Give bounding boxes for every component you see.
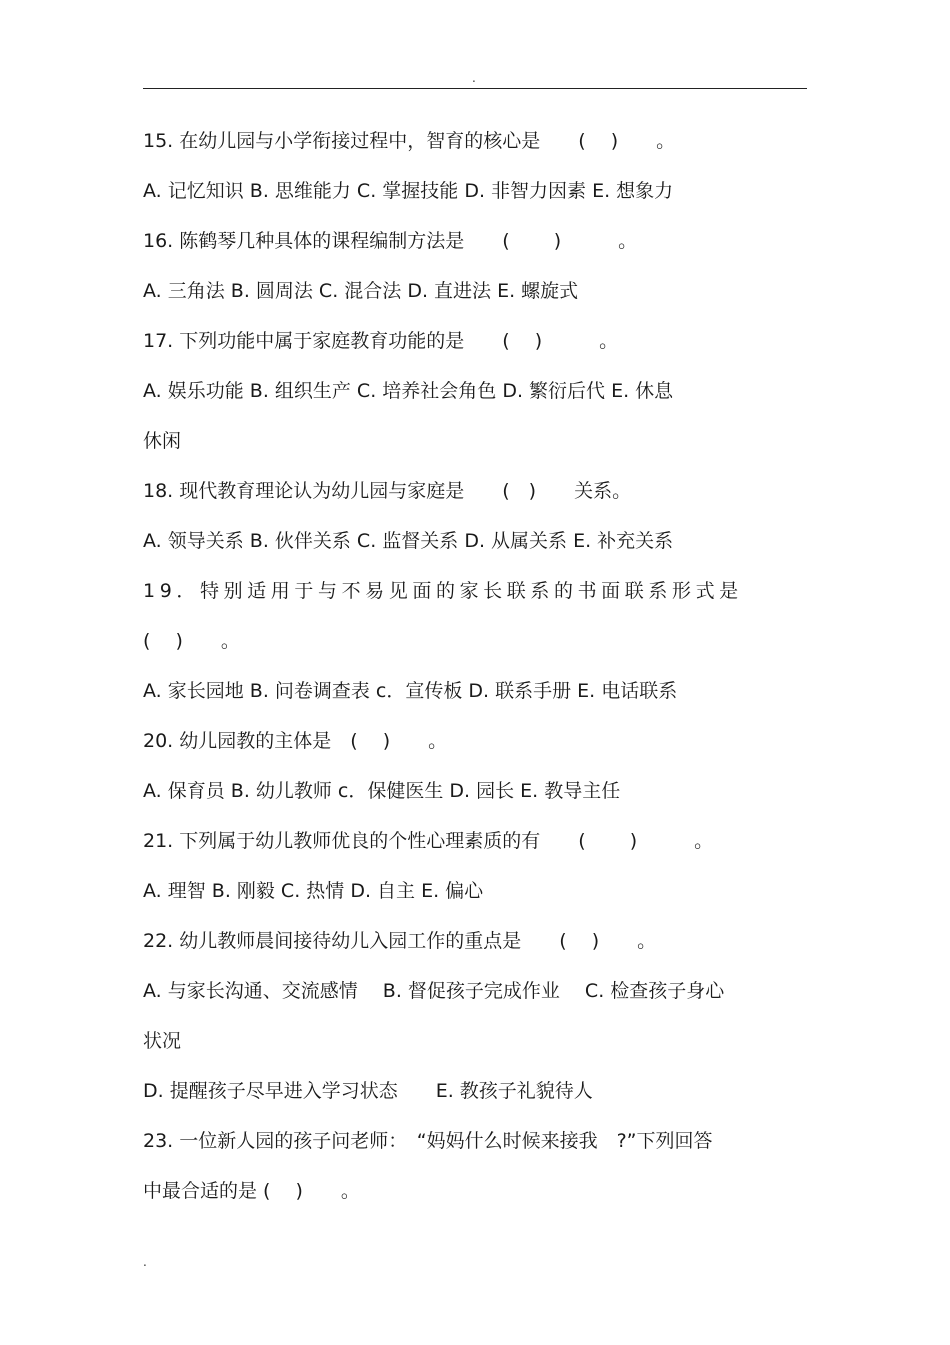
question-19: 19．特别适用于与不易见面的家长联系的书面联系形式是 [143, 580, 743, 602]
question-15: 15. 在幼儿园与小学衔接过程中，智育的核心是 ( ) 。 [143, 130, 676, 152]
question-20-options: A. 保育员 B. 幼儿教师 c．保健医生 D. 园长 E. 教导主任 [143, 780, 621, 802]
question-16: 16. 陈鹤琴几种具体的课程编制方法是 ( ) 。 [143, 230, 638, 252]
question-17-options: A. 娱乐功能 B. 组织生产 C. 培养社会角色 D. 繁衍后代 E. 休息 [143, 380, 674, 402]
question-22-options-2: D. 提醒孩子尽早进入学习状态 E. 教孩子礼貌待人 [143, 1080, 593, 1102]
question-22-options: A. 与家长沟通、交流感情 B. 督促孩子完成作业 C. 检查孩子身心 [143, 980, 725, 1002]
question-list [143, 116, 807, 1216]
question-20: 20. 幼儿园教的主体是 ( ) 。 [143, 730, 448, 752]
question-18-options: A. 领导关系 B. 伙伴关系 C. 监督关系 D. 从属关系 E. 补充关系 [143, 530, 674, 552]
question-22-options-cont: 状况 [143, 1030, 182, 1052]
question-19-cont: ( ) 。 [143, 630, 240, 652]
footer-mark: . [143, 1255, 147, 1269]
question-17-options-cont: 休闲 [143, 430, 182, 452]
question-18: 18. 现代教育理论认为幼儿园与家庭是 ( ) 关系。 [143, 480, 632, 502]
question-16-options: A. 三角法 B. 圆周法 C. 混合法 D. 直进法 E. 螺旋式 [143, 280, 579, 302]
header-mark: . [472, 71, 476, 85]
question-21-options: A. 理智 B. 刚毅 C. 热情 D. 自主 E. 偏心 [143, 880, 484, 902]
header-rule [143, 88, 807, 89]
question-23: 23. 一位新人园的孩子问老师： “妈妈什么时候来接我 ?”下列回答 [143, 1130, 713, 1152]
question-17: 17. 下列功能中属于家庭教育功能的是 ( ) 。 [143, 330, 619, 352]
question-22: 22. 幼儿教师晨间接待幼儿入园工作的重点是 ( ) 。 [143, 930, 657, 952]
question-23-cont: 中最合适的是 ( ) 。 [143, 1180, 360, 1202]
question-21: 21. 下列属于幼儿教师优良的个性心理素质的有 ( ) 。 [143, 830, 714, 852]
question-15-options: A. 记忆知识 B. 思维能力 C. 掌握技能 D. 非智力因素 E. 想象力 [143, 180, 674, 202]
question-19-options: A. 家长园地 B. 问卷调查表 c．宣传板 D. 联系手册 E. 电话联系 [143, 680, 678, 702]
